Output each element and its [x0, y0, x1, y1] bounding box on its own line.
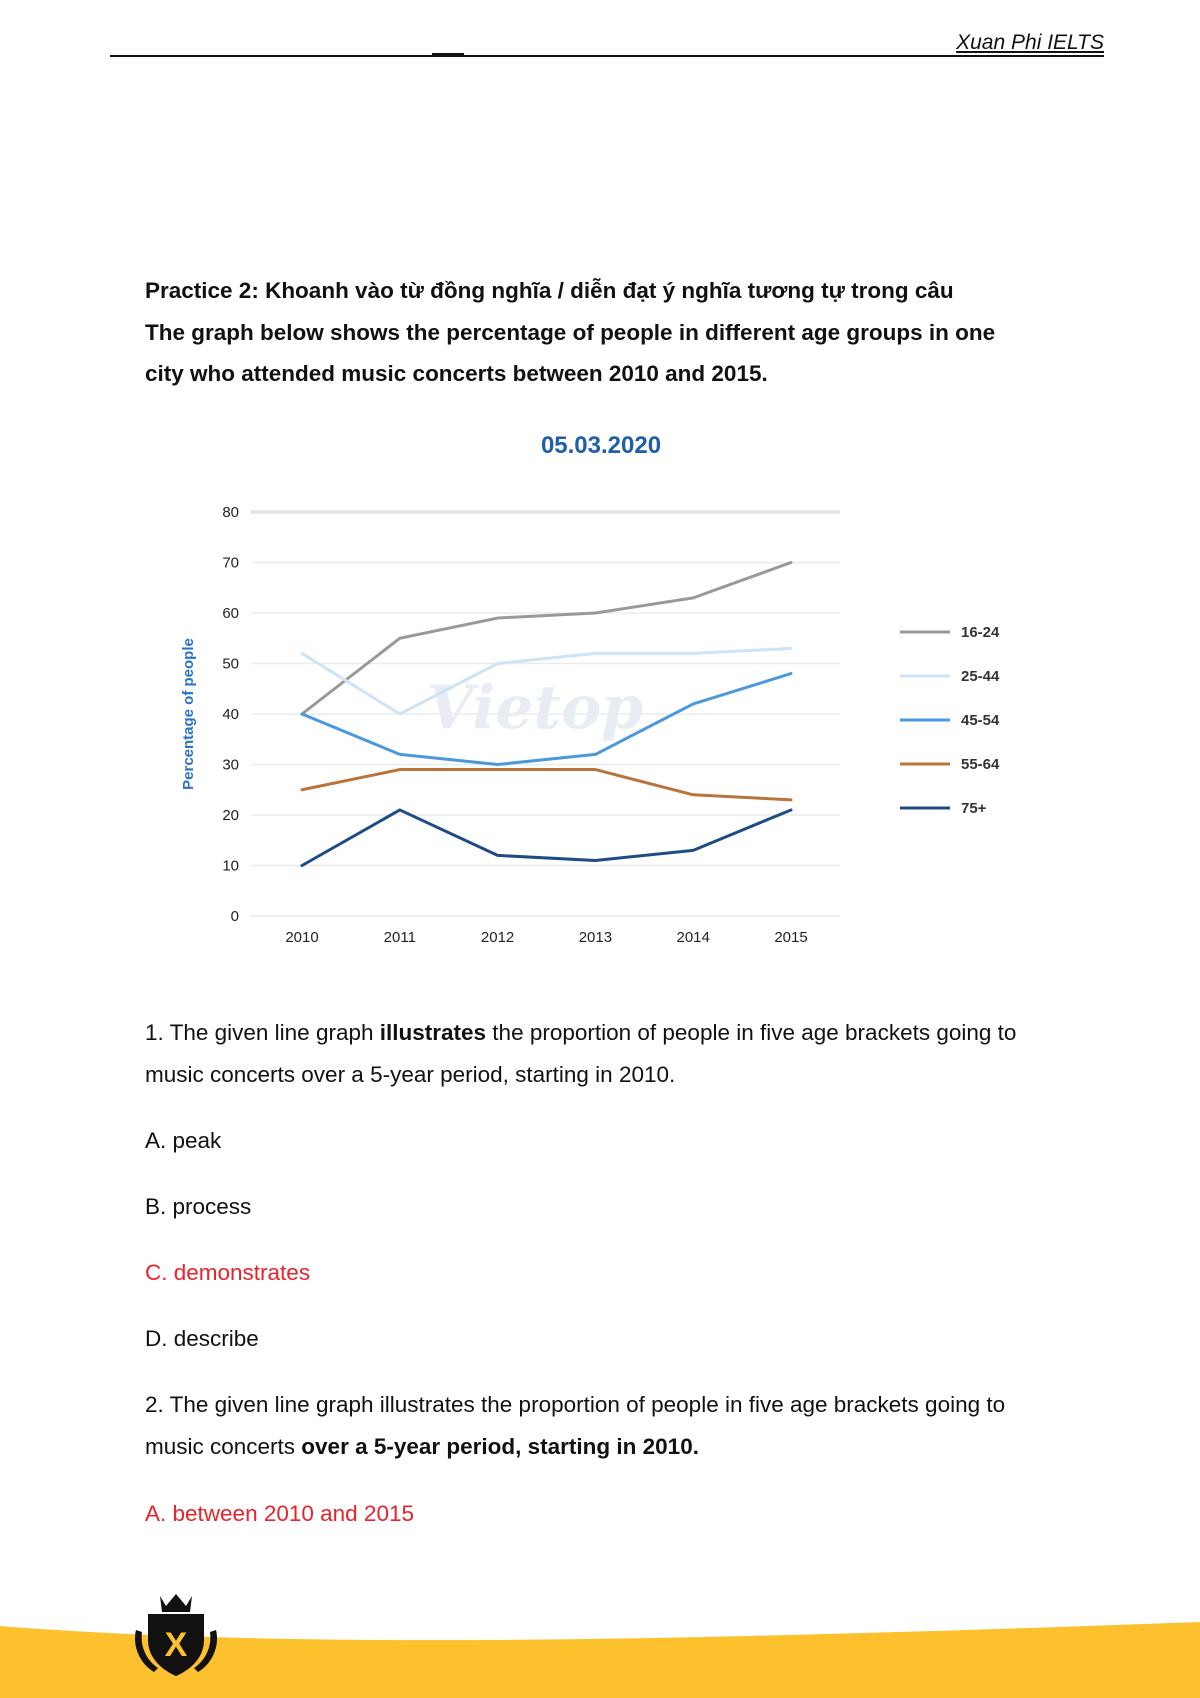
question-1-line2: music concerts over a 5-year period, starting in 2010. — [145, 1062, 676, 1087]
watermark: Vietop — [426, 673, 644, 743]
x-tick-label: 2012 — [480, 929, 515, 946]
y-tick-label: 70 — [222, 554, 239, 572]
option-a[interactable]: A. peak — [145, 1128, 222, 1153]
question-1 — [145, 1012, 1085, 1096]
y-tick-label: 60 — [222, 605, 239, 622]
question-1-post: the proportion of people in five age brackets going to — [486, 1020, 1017, 1045]
y-tick-label: 10 — [222, 857, 239, 875]
x-tick-label: 2010 — [285, 929, 319, 946]
question-2-pre: music concerts — [145, 1434, 302, 1459]
option-b[interactable]: B. process — [145, 1194, 252, 1219]
y-axis-label: Percentage of people — [180, 638, 197, 790]
header-rule — [110, 55, 1104, 57]
practice-prompt-line2: city who attended music concerts between 2010 and 2015. — [145, 361, 768, 386]
option-c[interactable]: C. demonstrates — [145, 1260, 311, 1285]
x-tick-label: 2011 — [383, 929, 416, 946]
crest-logo-icon — [128, 1590, 224, 1682]
question-2 — [145, 1384, 1085, 1468]
x-tick-label: 2015 — [774, 929, 808, 946]
question-1-pre: 1. The given line graph — [145, 1020, 380, 1045]
answer-2-option-a[interactable]: A. between 2010 and 2015 — [145, 1501, 414, 1526]
x-tick-label: 2014 — [676, 929, 710, 946]
legend-label: 75+ — [961, 800, 987, 817]
question-2-keyword: over a 5-year period, starting in 2010. — [301, 1434, 699, 1459]
chart-title: 05.03.2020 — [540, 432, 662, 459]
practice-title: Practice 2: Khoanh vào từ đồng nghĩa / diễn đạt ý nghĩa tương tự trong câu — [145, 278, 954, 303]
y-tick-label: 40 — [222, 706, 239, 723]
practice-heading — [145, 270, 1085, 395]
series-line-75+ — [302, 810, 791, 866]
question-2-line1: 2. The given line graph illustrates the proportion of people in five age brackets going to — [145, 1392, 1006, 1417]
option-d[interactable]: D. describe — [145, 1326, 259, 1351]
legend-label: 16-24 — [961, 624, 1000, 641]
line-chart — [165, 418, 1045, 958]
legend-label: 25-44 — [961, 668, 1000, 685]
question-1-keyword: illustrates — [379, 1020, 487, 1045]
y-tick-label: 80 — [222, 504, 239, 521]
y-tick-label: 30 — [222, 756, 239, 774]
y-tick-label: 20 — [222, 807, 239, 824]
x-tick-label: 2013 — [578, 929, 613, 946]
legend-label: 55-64 — [961, 756, 1000, 773]
practice-prompt-line1: The graph below shows the percentage of people in different age groups in one — [145, 319, 996, 345]
header-tick — [432, 53, 464, 56]
header-brand: Xuan Phi IELTS — [956, 31, 1104, 54]
logo-letter: X — [164, 1626, 188, 1664]
y-tick-label: 50 — [222, 655, 239, 673]
line-chart-svg — [165, 418, 1045, 958]
y-tick-label: 0 — [230, 908, 239, 925]
legend-label: 45-54 — [961, 712, 1000, 729]
series-line-55-64 — [302, 770, 791, 800]
